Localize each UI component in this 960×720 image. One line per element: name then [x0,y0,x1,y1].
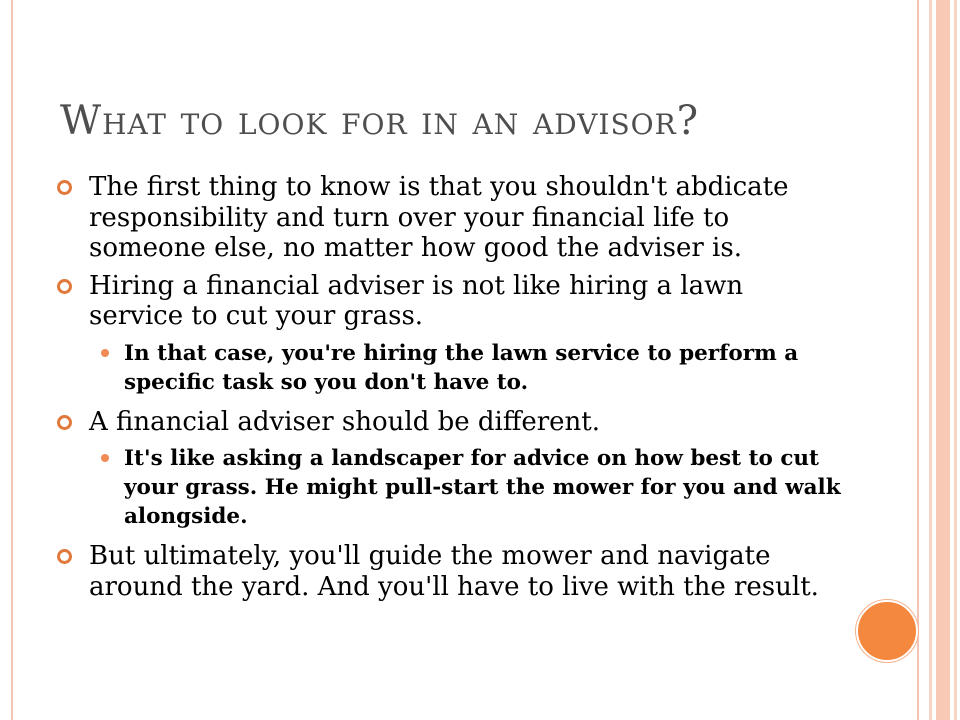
ring-bullet-icon [57,549,72,564]
sub-bullet-text: In that case, you're hiring the lawn service to perform a specific task so you don't have to. [124,340,799,395]
bullet-item [54,407,844,438]
slide-body [54,172,844,609]
ring-bullet-icon [57,279,72,294]
decorative-stripe [929,0,932,720]
decorative-stripe [954,0,957,720]
accent-circle [856,600,918,662]
bullet-text: A financial adviser should be different. [89,406,600,437]
sub-bullet-text: It's like asking a landscaper for advice on how best to cut your grass. He might pull-start the mower for you and walk alongside. [124,446,841,529]
decorative-stripe [936,0,950,720]
bullet-text: The first thing to know is that you shouldn't abdicate responsibility and turn over your financial life to someone else, no matter how good the adviser is. [89,172,789,263]
dot-bullet-icon [101,454,109,462]
slide-title: What to look for in an advisor? [60,98,700,144]
sub-bullet-item [54,444,844,531]
bullet-item [54,271,844,332]
ring-bullet-icon [57,180,72,195]
bullet-item [54,172,844,264]
bullet-text: But ultimately, you'll guide the mower and navigate around the yard. And you'll have to live with the result. [89,541,819,602]
dot-bullet-icon [101,349,109,357]
ring-bullet-icon [57,415,72,430]
sub-bullet-item [54,339,844,397]
bullet-text: Hiring a financial adviser is not like hiring a lawn service to cut your grass. [89,270,744,331]
bullet-item [54,541,844,602]
